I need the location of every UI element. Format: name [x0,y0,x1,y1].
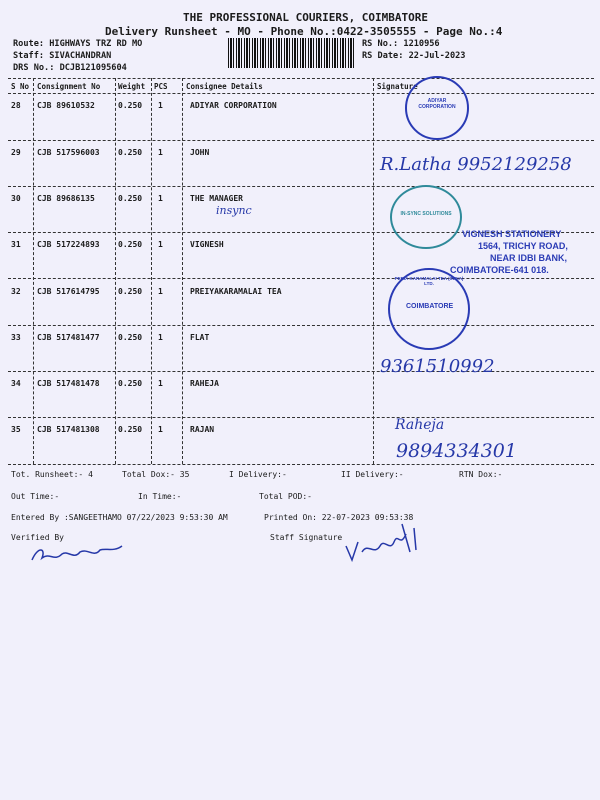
row-pcs: 1 [158,101,163,110]
runsheet-subtitle: Delivery Runsheet - MO - Phone No.:0422-3505555 - Page No.:4 [105,25,503,38]
row-consignee: RAHEJA [190,379,219,388]
row-rule [8,371,594,372]
row-consignee: ADIYAR CORPORATION [190,101,277,110]
col-divider [115,78,116,464]
row-weight: 0.250 [118,287,143,296]
row-rule [8,278,594,279]
vignesh-stamp-line1: VIGNESH STATIONERY [462,229,562,239]
ii-delivery: II Delivery:- [341,470,404,479]
handwritten-insync: insync [216,204,252,217]
row-rule [8,325,594,326]
col-divider [182,78,183,464]
total-pod: Total POD:- [259,492,312,501]
adiyar-stamp [405,76,469,140]
row-weight: 0.250 [118,240,143,249]
karamalai-stamp-text: PERIA KARAMALAI TEA (INDIA) LTD. [394,276,464,286]
i-delivery: I Delivery:- [229,470,287,479]
handwritten-phone-2: 9361510992 [380,356,495,377]
row-rule [8,417,594,418]
row-pcs: 1 [158,333,163,342]
rs-date: RS Date: 22-Jul-2023 [362,51,466,61]
row-weight: 0.250 [118,101,143,110]
row-consignment: CJB 517224893 [37,240,100,249]
handwritten-latha-phone: R.Latha 9952129258 [380,154,572,175]
row-consignment: CJB 517481478 [37,379,100,388]
row-sno: 30 [11,194,21,203]
barcode [228,38,354,68]
row-pcs: 1 [158,379,163,388]
insync-stamp [390,185,462,249]
row-consignee: VIGNESH [190,240,224,249]
row-pcs: 1 [158,148,163,157]
rtn-dox: RTN Dox:- [459,470,503,479]
row-rule [8,140,594,141]
in-time: In Time:- [138,492,182,501]
row-consignment: CJB 89686135 [37,194,95,203]
row-weight: 0.250 [118,333,143,342]
row-sno: 32 [11,287,21,296]
row-weight: 0.250 [118,379,143,388]
row-pcs: 1 [158,425,163,434]
row-sno: 33 [11,333,21,342]
row-sno: 29 [11,148,21,157]
row-sno: 34 [11,379,21,388]
staff-signature [340,512,430,564]
row-consignment: CJB 517481308 [37,425,100,434]
row-weight: 0.250 [118,194,143,203]
insync-stamp-text: IN-SYNC SOLUTIONS [400,211,452,217]
row-consignment: CJB 517481477 [37,333,100,342]
row-sno: 31 [11,240,21,249]
out-time: Out Time:- [11,492,60,501]
total-runsheet: Tot. Runsheet:- 4 [11,470,93,479]
row-consignee: FLAT [190,333,210,342]
col-header-pcs: PCS [154,82,168,91]
row-consignee: JOHN [190,148,210,157]
row-pcs: 1 [158,240,163,249]
vignesh-stamp-line3: NEAR IDBI BANK, [490,253,568,263]
route-label: Route: HIGHWAYS TRZ RD MO [13,39,143,49]
vignesh-stamp-line4: COIMBATORE-641 018. [450,265,549,275]
col-header-sno: S No [11,82,30,91]
row-rule [8,186,594,187]
handwritten-phone-3: 9894334301 [396,440,517,462]
col-header-weight: Weight [118,82,146,91]
col-header-consignee: Consignee Details [186,82,263,91]
row-consignee: PREIYAKARAMALAI TEA [190,287,282,296]
handwritten-raheja: Raheja [395,417,445,433]
staff-signature-label: Staff Signature [270,533,343,542]
total-dox: Total Dox:- 35 [122,470,190,479]
drs-number: DRS No.: DCJB121095604 [13,63,127,73]
row-consignee: THE MANAGER [190,194,243,203]
table-bottom-rule [8,464,594,465]
staff-label: Staff: SIVACHANDRAN [13,51,112,61]
col-divider [33,78,34,464]
vignesh-stamp-line2: 1564, TRICHY ROAD, [478,241,568,251]
row-consignment: CJB 89610532 [37,101,95,110]
verifier-signature [28,538,128,568]
row-consignee: RAJAN [190,425,215,434]
row-weight: 0.250 [118,148,143,157]
entered-by: Entered By :SANGEETHAMO 07/22/2023 9:53:30 AM [11,513,228,522]
printed-on: Printed On: 22-07-2023 09:53:38 [264,513,414,522]
company-title: THE PROFESSIONAL COURIERS, COIMBATORE [183,11,429,24]
row-consignment: CJB 517614795 [37,287,100,296]
table-header-rule [8,93,594,94]
col-header-consignment: Consignment No [37,82,101,91]
rs-number: RS No.: 1210956 [362,39,440,49]
row-pcs: 1 [158,287,163,296]
row-pcs: 1 [158,194,163,203]
row-weight: 0.250 [118,425,143,434]
karamalai-stamp [388,268,470,350]
row-consignment: CJB 517596003 [37,148,100,157]
col-header-signature: Signature [377,82,418,91]
table-top-rule [8,78,594,79]
col-divider [151,78,152,464]
col-divider [373,78,374,464]
verified-by: Verified By [11,533,64,542]
karamalai-stamp-city: COIMBATORE [406,303,454,310]
row-sno: 35 [11,425,21,434]
adiyar-stamp-text: ADIYAR CORPORATION [418,98,456,110]
row-sno: 28 [11,101,21,110]
